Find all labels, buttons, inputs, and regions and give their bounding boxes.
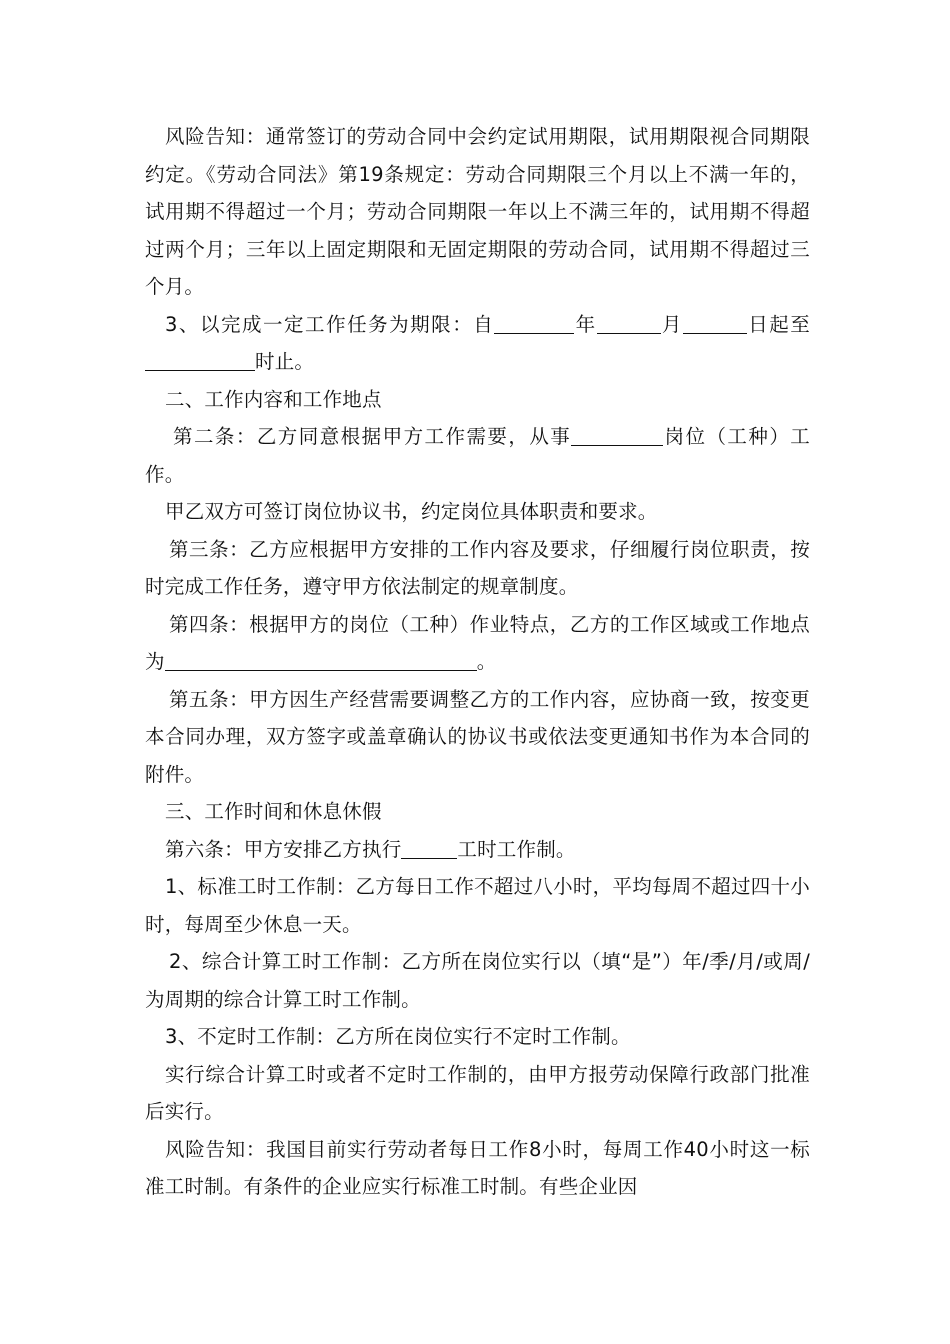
document-page [145,118,810,1206]
clause-6 [145,831,810,869]
clause-2-text-end: 岗位（工种）工作。 [145,425,810,486]
position-agreement-note: 甲乙双方可签订岗位协议书，约定岗位具体职责和要求。 [165,500,658,523]
clause-2 [145,418,810,493]
clause-4-end: 。 [476,650,497,673]
blank-year[interactable] [494,313,574,334]
task-term-day-label: 日起至 [746,312,810,336]
clause-6-text-end: 工时工作制。 [457,837,576,861]
clause-4-text: 第四条：根据甲方的岗位（工种）作业特点，乙方的工作区域或工作地点为 [145,612,810,673]
comprehensive-hours-item: 2、综合计算工时工作制：乙方所在岗位实行以（填“是”）年/季/月/或周/为周期的综合计算工时工作制。 [145,950,810,1011]
blank-work-location[interactable] [165,651,477,672]
clause-5: 第五条：甲方因生产经营需要调整乙方的工作内容，应协商一致，按变更本合同办理，双方签字或盖章确认的协议书或依法变更通知书作为本合同的附件。 [145,687,810,786]
risk-notice-working-hours: 风险告知：我国目前实行劳动者每日工作8小时，每周工作40小时这一标准工时制。有条件的企业应实行标准工时制。有些企业因 [145,1137,810,1198]
task-term-text-start: 3、以完成一定工作任务为期限：自 [165,312,495,336]
blank-end-time[interactable] [145,351,255,372]
blank-position[interactable] [571,426,663,447]
blank-month[interactable] [597,313,661,334]
standard-hours-item: 1、标准工时工作制：乙方每日工作不超过八小时，平均每周不超过四十小时，每周至少休息一天。 [145,875,810,936]
flexible-hours-item: 3、不定时工作制：乙方所在岗位实行不定时工作制。 [165,1025,631,1048]
section-heading-2: 二、工作内容和工作地点 [165,387,382,411]
clause-task-term [145,306,810,381]
clause-6-text-start: 第六条：甲方安排乙方执行 [165,837,402,861]
blank-day[interactable] [683,313,747,334]
risk-notice-probation: 风险告知：通常签订的劳动合同中会约定试用期限，试用期限视合同期限约定。《劳动合同法》第19条规定：劳动合同期限三个月以上不满一年的，试用期不得超过一个月；劳动合同期限一年以上不满三年的，试用期不得超过两个月；三年以上固定期限和无固定期限的劳动合同，试用期不得超过三个月。 [145,125,810,298]
blank-work-hour-system[interactable] [401,838,457,859]
clause-2-text-start: 第二条：乙方同意根据甲方工作需要，从事 [173,425,572,448]
clause-3: 第三条：乙方应根据甲方安排的工作内容及要求，仔细履行岗位职责，按时完成工作任务，遵守甲方依法制定的规章制度。 [145,537,810,598]
clause-4 [145,606,810,681]
task-term-end-label: 时止。 [255,350,315,373]
section-heading-3: 三、工作时间和休息休假 [165,800,382,823]
approval-note: 实行综合计算工时或者不定时工作制的，由甲方报劳动保障行政部门批准后实行。 [145,1062,810,1123]
task-term-month-label: 月 [660,312,683,336]
task-term-year-label: 年 [574,312,597,336]
